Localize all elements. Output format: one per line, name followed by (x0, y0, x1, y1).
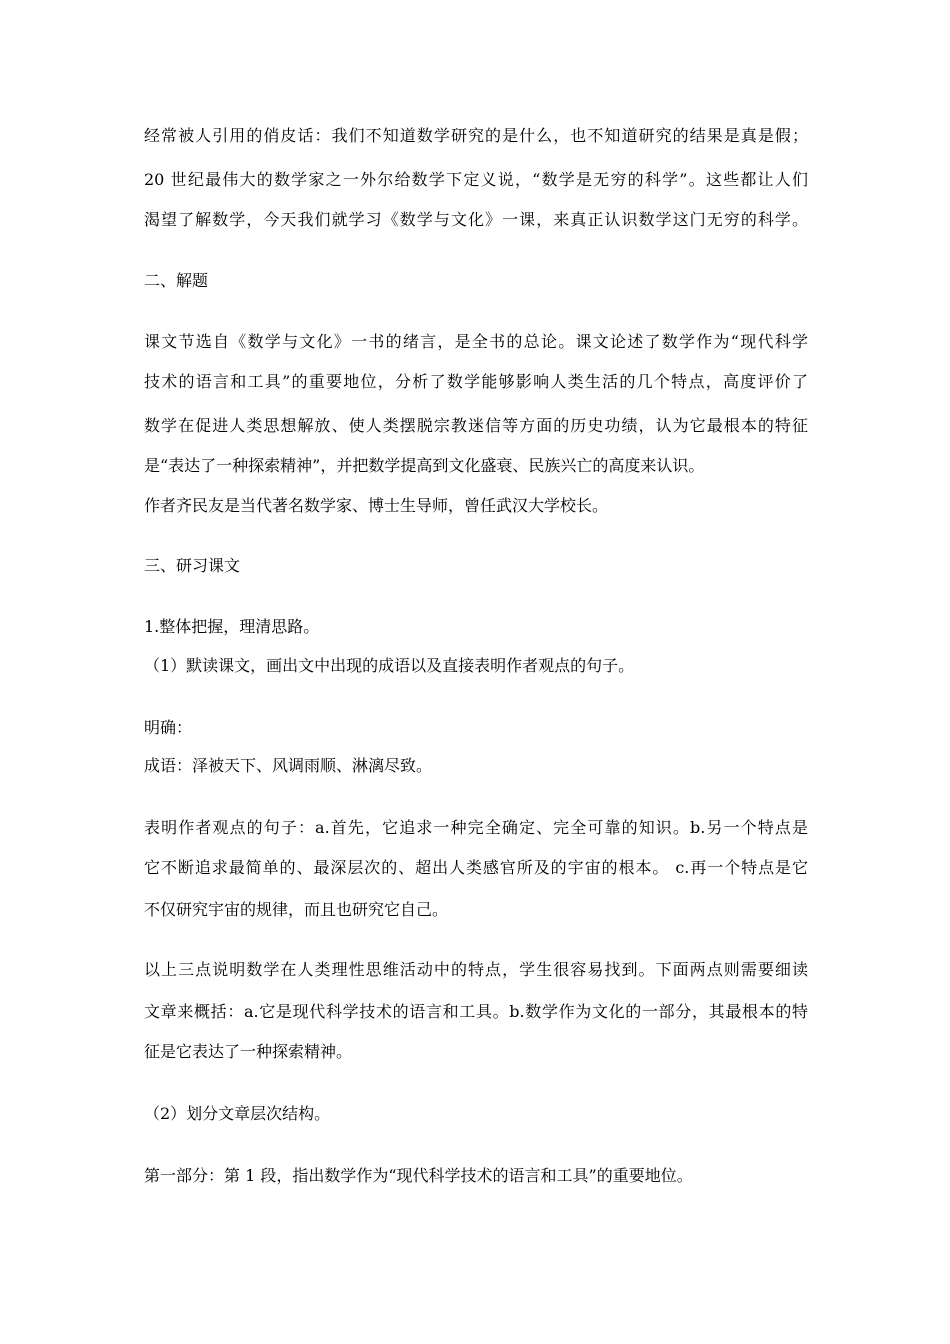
text-line: 1.整体把握，理清思路。 (144, 617, 320, 636)
text-line: 成语：泽被天下、风调雨顺、淋漓尽致。 (144, 756, 433, 775)
text-line: 20 世纪最伟大的数学家之一外尔给数学下定义说，“数学是无穷的科学”。这些都让人们 (144, 170, 808, 189)
text-line: （1）默读课文，画出文中出现的成语以及直接表明作者观点的句子。 (144, 656, 635, 675)
text-line: （2）划分文章层次结构。 (144, 1104, 331, 1123)
text-line: 数学在促进人类思想解放、使人类摆脱宗教迷信等方面的历史功绩，认为它最根本的特征 (144, 416, 808, 435)
text-line: 表明作者观点的句子：a.首先，它追求一种完全确定、完全可靠的知识。b.另一个特点是 (144, 818, 808, 837)
section-heading: 二、解题 (144, 271, 209, 290)
text-line: 不仅研究宇宙的规律，而且也研究它自己。 (144, 900, 449, 919)
text-line: 以上三点说明数学在人类理性思维活动中的特点，学生很容易找到。下面两点则需要细读 (144, 960, 808, 979)
text-line: 明确： (144, 718, 193, 737)
text-line: 经常被人引用的俏皮话：我们不知道数学研究的是什么，也不知道研究的结果是真是假； (144, 126, 808, 145)
text-line: 第一部分：第 1 段，指出数学作为“现代科学技术的语言和工具”的重要地位。 (144, 1166, 693, 1185)
text-line: 课文节选自《数学与文化》一书的绪言，是全书的总论。课文论述了数学作为“现代科学 (144, 332, 808, 351)
text-line: 文章来概括：a.它是现代科学技术的语言和工具。b.数学作为文化的一部分，其最根本的特 (144, 1002, 808, 1021)
text-line: 是“表达了一种探索精神”，并把数学提高到文化盛衰、民族兴亡的高度来认识。 (144, 456, 705, 475)
text-line: 技术的语言和工具”的重要地位，分析了数学能够影响人类生活的几个特点，高度评价了 (144, 372, 808, 391)
text-line: 它不断追求最简单的、最深层次的、超出人类感官所及的宇宙的根本。 c.再一个特点是它 (144, 858, 808, 877)
text-line: 渴望了解数学，今天我们就学习《数学与文化》一课，来真正认识数学这门无穷的科学。 (144, 210, 808, 229)
text-line: 征是它表达了一种探索精神。 (144, 1042, 353, 1061)
section-heading: 三、研习课文 (144, 556, 241, 575)
text-line: 作者齐民友是当代著名数学家、博士生导师，曾任武汉大学校长。 (144, 496, 609, 515)
